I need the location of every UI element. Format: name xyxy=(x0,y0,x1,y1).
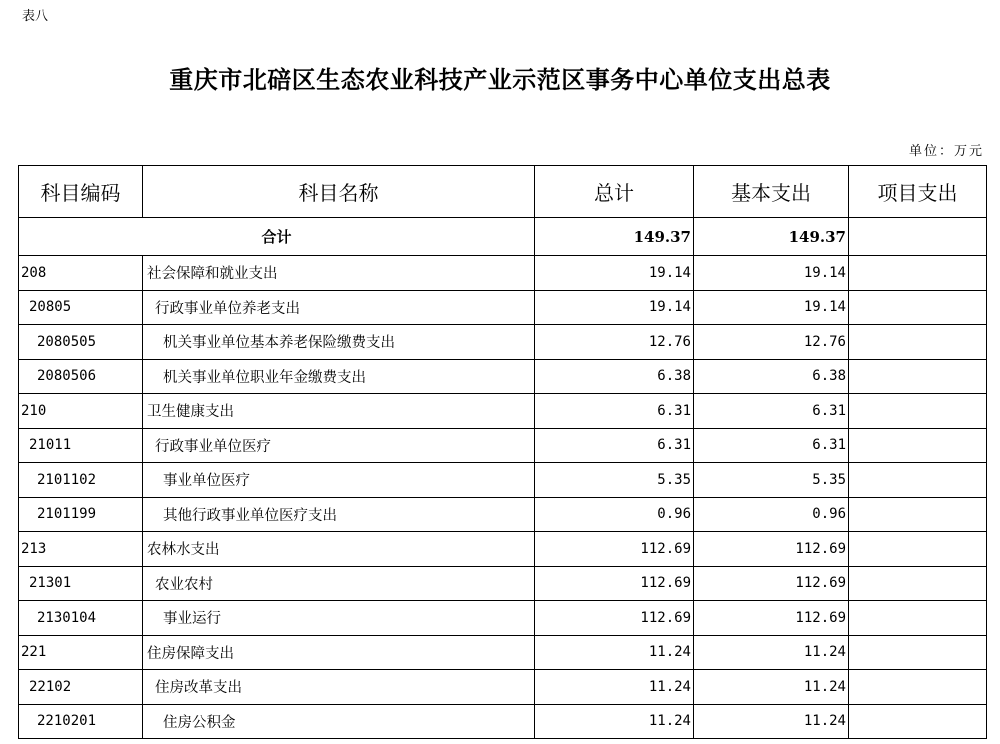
name-cell: 社会保障和就业支出 xyxy=(143,256,535,291)
basic-cell: 5.35 xyxy=(694,463,849,498)
code-cell: 2080505 xyxy=(19,325,143,360)
name-cell: 其他行政事业单位医疗支出 xyxy=(143,497,535,532)
code-cell: 2101199 xyxy=(19,497,143,532)
code-cell: 2210201 xyxy=(19,704,143,739)
basic-cell: 11.24 xyxy=(694,704,849,739)
project-cell xyxy=(849,635,987,670)
basic-cell: 0.96 xyxy=(694,497,849,532)
table-row xyxy=(19,256,987,291)
total-cell: 112.69 xyxy=(535,601,694,636)
column-header-project: 项目支出 xyxy=(849,166,987,218)
name-cell: 行政事业单位医疗 xyxy=(143,428,535,463)
code-cell: 22102 xyxy=(19,670,143,705)
code-cell: 2130104 xyxy=(19,601,143,636)
project-cell xyxy=(849,256,987,291)
table-row xyxy=(19,359,987,394)
total-cell: 6.31 xyxy=(535,428,694,463)
total-project xyxy=(849,218,987,256)
name-cell: 行政事业单位养老支出 xyxy=(143,290,535,325)
table-row xyxy=(19,428,987,463)
code-cell: 2080506 xyxy=(19,359,143,394)
total-cell: 6.38 xyxy=(535,359,694,394)
total-cell: 11.24 xyxy=(535,635,694,670)
document-title: 重庆市北碚区生态农业科技产业示范区事务中心单位支出总表 xyxy=(169,65,831,94)
total-cell: 5.35 xyxy=(535,463,694,498)
table-row xyxy=(19,670,987,705)
column-header-basic: 基本支出 xyxy=(694,166,849,218)
project-cell xyxy=(849,325,987,360)
table-row xyxy=(19,532,987,567)
table-row xyxy=(19,463,987,498)
project-cell xyxy=(849,359,987,394)
code-cell: 2101102 xyxy=(19,463,143,498)
table-row xyxy=(19,290,987,325)
column-header-name: 科目名称 xyxy=(143,166,535,218)
total-cell: 6.31 xyxy=(535,394,694,429)
total-row xyxy=(19,218,987,256)
table-row xyxy=(19,325,987,360)
basic-cell: 12.76 xyxy=(694,325,849,360)
expenditure-table xyxy=(18,165,987,739)
code-cell: 21301 xyxy=(19,566,143,601)
name-cell: 住房公积金 xyxy=(143,704,535,739)
name-cell: 农林水支出 xyxy=(143,532,535,567)
table-row xyxy=(19,704,987,739)
basic-cell: 19.14 xyxy=(694,256,849,291)
basic-cell: 19.14 xyxy=(694,290,849,325)
basic-cell: 11.24 xyxy=(694,670,849,705)
name-cell: 事业运行 xyxy=(143,601,535,636)
total-cell: 0.96 xyxy=(535,497,694,532)
project-cell xyxy=(849,670,987,705)
code-cell: 213 xyxy=(19,532,143,567)
table-header-row xyxy=(19,166,987,218)
project-cell xyxy=(849,428,987,463)
total-cell: 19.14 xyxy=(535,290,694,325)
name-cell: 卫生健康支出 xyxy=(143,394,535,429)
total-cell: 11.24 xyxy=(535,704,694,739)
table-row xyxy=(19,566,987,601)
column-header-total: 总计 xyxy=(535,166,694,218)
table-number-label: 表八 xyxy=(22,9,49,24)
project-cell xyxy=(849,497,987,532)
project-cell xyxy=(849,704,987,739)
code-cell: 208 xyxy=(19,256,143,291)
total-cell: 12.76 xyxy=(535,325,694,360)
name-cell: 住房保障支出 xyxy=(143,635,535,670)
basic-cell: 112.69 xyxy=(694,566,849,601)
basic-cell: 11.24 xyxy=(694,635,849,670)
table-row xyxy=(19,394,987,429)
project-cell xyxy=(849,290,987,325)
code-cell: 221 xyxy=(19,635,143,670)
name-cell: 农业农村 xyxy=(143,566,535,601)
table-row xyxy=(19,601,987,636)
project-cell xyxy=(849,601,987,636)
project-cell xyxy=(849,463,987,498)
basic-cell: 6.38 xyxy=(694,359,849,394)
table-row xyxy=(19,497,987,532)
total-cell: 112.69 xyxy=(535,532,694,567)
name-cell: 机关事业单位职业年金缴费支出 xyxy=(143,359,535,394)
code-cell: 20805 xyxy=(19,290,143,325)
total-sum: 149.37 xyxy=(535,218,694,256)
project-cell xyxy=(849,566,987,601)
table-row xyxy=(19,635,987,670)
name-cell: 机关事业单位基本养老保险缴费支出 xyxy=(143,325,535,360)
total-label: 合计 xyxy=(19,218,535,256)
basic-cell: 112.69 xyxy=(694,532,849,567)
basic-cell: 112.69 xyxy=(694,601,849,636)
column-header-code: 科目编码 xyxy=(19,166,143,218)
basic-cell: 6.31 xyxy=(694,428,849,463)
total-cell: 19.14 xyxy=(535,256,694,291)
unit-label: 单位：万元 xyxy=(908,144,984,159)
project-cell xyxy=(849,394,987,429)
name-cell: 住房改革支出 xyxy=(143,670,535,705)
total-basic: 149.37 xyxy=(694,218,849,256)
code-cell: 21011 xyxy=(19,428,143,463)
project-cell xyxy=(849,532,987,567)
name-cell: 事业单位医疗 xyxy=(143,463,535,498)
code-cell: 210 xyxy=(19,394,143,429)
total-cell: 11.24 xyxy=(535,670,694,705)
basic-cell: 6.31 xyxy=(694,394,849,429)
total-cell: 112.69 xyxy=(535,566,694,601)
